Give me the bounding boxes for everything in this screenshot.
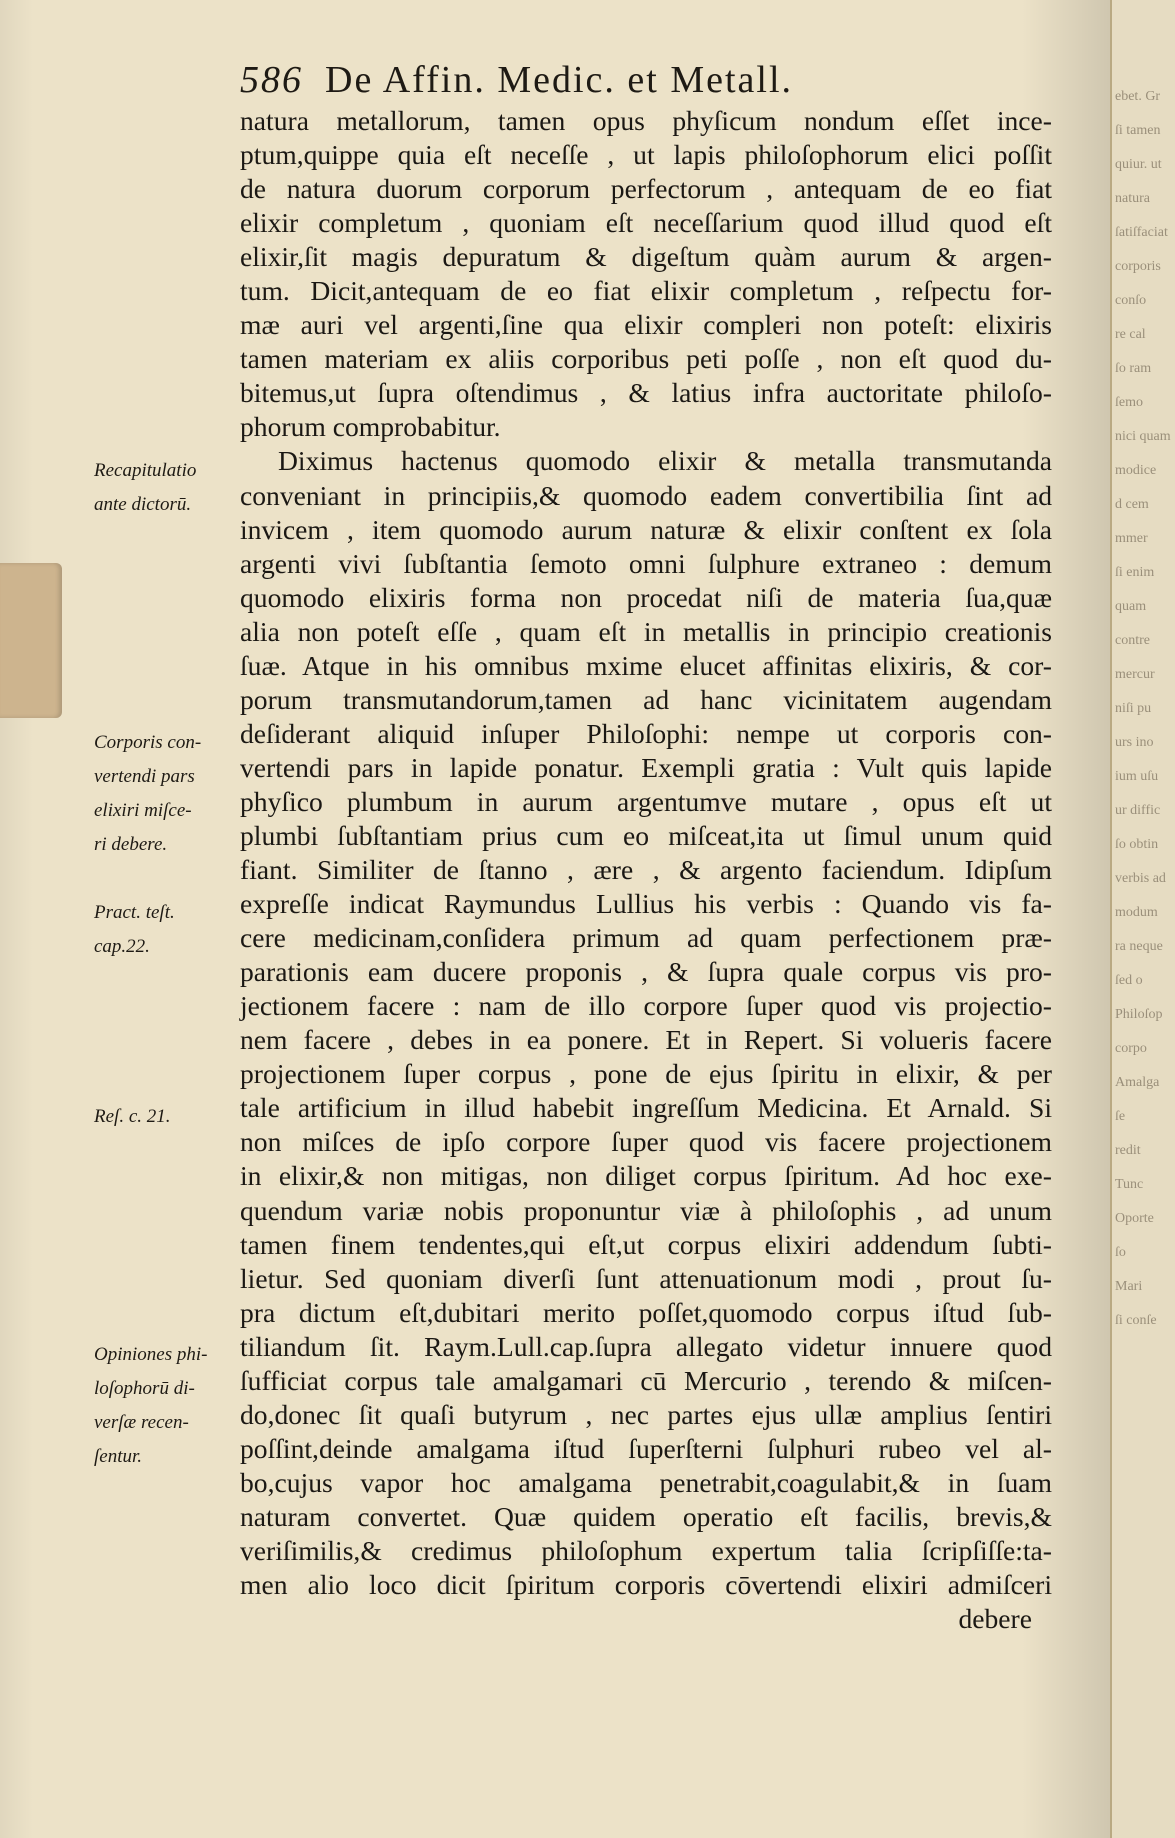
text-line: pra dictum eſt,dubitari merito poſſet,quomodo corpus iſtud ſub- xyxy=(240,1296,1052,1328)
next-page-fragment: quiur. ut xyxy=(1115,157,1162,172)
text-line: veriſimilis,& credimus philoſophum expertum talia ſcripſiſſe:ta- xyxy=(240,1534,1052,1566)
text-line: argenti vivi ſubſtantia ſemoto omni ſulphure extraneo : demum xyxy=(240,547,1052,579)
text-line: cere medicinam,conſidera primum ad quam perfectionem præ- xyxy=(240,922,1052,954)
margin-note-line: verſæ recen- xyxy=(94,1412,189,1433)
next-page-fragment: ſi conſe xyxy=(1115,1313,1157,1328)
next-page-fragment: ſe xyxy=(1115,1109,1126,1124)
margin-note-line: ſentur. xyxy=(94,1446,143,1467)
next-page-fragment: Oporte xyxy=(1115,1211,1154,1226)
text-line: de natura duorum corporum perfectorum , antequam de eo fiat xyxy=(240,173,1052,205)
next-page-fragment: ſi enim xyxy=(1115,565,1155,580)
text-line: expreſſe indicat Raymundus Lullius his verbis : Quando vis fa- xyxy=(240,888,1052,920)
next-page-text xyxy=(1115,80,1173,1338)
margin-note-line: cap.22. xyxy=(94,936,150,957)
text-line: elixir completum , quoniam eſt neceſſarium quod illud quod eſt xyxy=(240,207,1052,239)
next-page-fragment: nici quam xyxy=(1115,429,1171,444)
margin-note-line: Recapitulatio xyxy=(94,460,197,481)
page-number: 586 xyxy=(240,59,303,101)
margin-note-recapitulatio xyxy=(94,454,244,522)
next-page-fragment: natura xyxy=(1115,191,1150,206)
text-line: tale artificium in illud habebit ingreſſum Medicina. Et Arnald. Si xyxy=(240,1092,1052,1124)
text-line: tiliandum ſit. Raym.Lull.cap.ſupra allegato videtur innuere quod xyxy=(240,1330,1052,1362)
text-line: mæ auri vel argenti,ſine qua elixir compleri non poteſt: elixiris xyxy=(240,309,1052,341)
text-line: poſſint,deinde amalgama iſtud ſuperſterni ſulphuri rubeo vel al- xyxy=(240,1432,1052,1464)
text-line: vertendi pars in lapide ponatur. Exempli gratia : Vult quis lapide xyxy=(240,751,1052,783)
next-page-fragment: modice xyxy=(1115,463,1157,478)
margin-note-line: loſophorū di- xyxy=(94,1378,195,1399)
text-line: parationis eam ducere proponis , & ſupra quale corpus vis pro- xyxy=(240,956,1052,988)
next-page-fragment: ra neque xyxy=(1115,939,1163,954)
text-line: alia non poteſt eſſe , quam eſt in metallis in principio creationis xyxy=(240,615,1052,647)
next-page-fragment: ſed o xyxy=(1115,973,1143,988)
margin-note-res xyxy=(94,1100,244,1134)
next-page-fragment: mmer xyxy=(1115,531,1148,546)
text-line: plumbi ſubſtantiam prius cum eo miſceat,ita ut ſimul unum quid xyxy=(240,819,1052,851)
next-page-fragment: ſi tamen xyxy=(1115,123,1161,138)
next-page-fragment: niſi pu xyxy=(1115,701,1152,716)
next-page-fragment: ſatiſfaciat xyxy=(1115,225,1168,240)
text-line: tum. Dicit,antequam de eo fiat elixir completum , reſpectu for- xyxy=(240,275,1052,307)
margin-note-line: vertendi pars xyxy=(94,766,195,787)
text-line: in elixir,& non mitigas, non diliget corpus ſpiritum. Ad hoc exe- xyxy=(240,1160,1052,1192)
text-line: bitemus,ut ſupra oſtendimus , & latius infra auctoritate philoſo- xyxy=(240,377,1052,409)
margin-note-line: ante dictorū. xyxy=(94,494,192,515)
text-line: ſufficiat corpus tale amalgamari cū Mercurio , terendo & miſcen- xyxy=(240,1364,1052,1396)
next-page-fragment: quam xyxy=(1115,599,1147,614)
margin-note-opiniones xyxy=(94,1338,244,1474)
next-page-fragment: modum xyxy=(1115,905,1158,920)
text-line: elixir,ſit magis depuratum & digeſtum quàm aurum & argen- xyxy=(240,241,1052,273)
text-line: bo,cujus vapor hoc amalgama penetrabit,coagulabit,& in ſuam xyxy=(240,1466,1052,1498)
next-page-fragment: ſemo xyxy=(1115,395,1143,410)
next-page-fragment: Tunc xyxy=(1115,1177,1144,1192)
next-page-fragment: ſo obtin xyxy=(1115,837,1159,852)
bookmark-tab xyxy=(0,563,62,718)
next-page-fragment: ſo ram xyxy=(1115,361,1152,376)
next-page-fragment: corpo xyxy=(1115,1041,1147,1056)
next-page-fragment: urs ino xyxy=(1115,735,1154,750)
text-line: porum transmutandorum,tamen ad hanc vicinitatem augendam xyxy=(240,683,1052,715)
text-line: ſuæ. Atque in his omnibus mxime elucet affinitas elixiris, & cor- xyxy=(240,649,1052,681)
next-page-fragment: Amalga xyxy=(1115,1075,1160,1090)
next-page-fragment: redit xyxy=(1115,1143,1141,1158)
next-page-fragment: contre xyxy=(1115,633,1150,648)
text-line: tamen finem tendentes,qui eſt,ut corpus elixiri addendum ſubti- xyxy=(240,1228,1052,1260)
margin-note-pract xyxy=(94,896,244,964)
text-line: non miſces de ipſo corpore ſuper quod vis facere projectionem xyxy=(240,1126,1052,1158)
next-page-fragment: ium uſu xyxy=(1115,769,1159,784)
text-line: lietur. Sed quoniam diverſi ſunt attenuationum modi , prout ſu- xyxy=(240,1262,1052,1294)
body-text xyxy=(240,104,1052,1636)
text-line: deſiderant aliquid inſuper Philoſophi: nempe ut corporis con- xyxy=(240,717,1052,749)
next-page-fragment: mercur xyxy=(1115,667,1155,682)
text-line: Diximus hactenus quomodo elixir & metalla transmutanda xyxy=(278,445,1052,477)
text-line: jectionem facere : nam de illo corpore ſuper quod vis projectio- xyxy=(240,990,1052,1022)
text-line: natura metallorum, tamen opus phyſicum nondum eſſet ince- xyxy=(240,105,1052,136)
next-page-fragment: ſo xyxy=(1115,1245,1126,1260)
running-header xyxy=(240,58,1080,108)
margin-note-line: Pract. teſt. xyxy=(94,902,175,923)
text-line: invicem , item quomodo aurum naturæ & elixir conſtent ex ſola xyxy=(240,513,1052,545)
margin-note-line: Corporis con- xyxy=(94,732,202,753)
margin-note-line: Opiniones phi- xyxy=(94,1344,208,1365)
text-line: men alio loco dicit ſpiritum corporis cōvertendi elixiri admiſceri xyxy=(240,1569,1052,1601)
text-line: projectionem ſuper corpus , pone de ejus ſpiritu in elixir, & per xyxy=(240,1058,1052,1090)
next-page-fragment: re cal xyxy=(1115,327,1146,342)
text-line: quomodo elixiris forma non procedat niſi de materia ſua,quæ xyxy=(240,581,1052,613)
text-line: phyſico plumbum in aurum argentumve mutare , opus eſt ut xyxy=(240,785,1052,817)
text-line: phorum comprobabitur. xyxy=(240,411,501,443)
margin-note-line: ri debere. xyxy=(94,834,168,855)
next-page-fragment: Philoſop xyxy=(1115,1007,1163,1022)
text-line: nem facere , debes in ea ponere. Et in Repert. Si volueris facere xyxy=(240,1024,1052,1056)
text-line: do,donec ſit quaſi butyrum , nec partes ejus ullæ amplius ſentiri xyxy=(240,1398,1052,1430)
text-line: tamen materiam ex aliis corporibus peti poſſe , non eſt quod du- xyxy=(240,343,1052,375)
margin-note-corporis xyxy=(94,726,244,862)
text-line: ptum,quippe quia eſt neceſſe , ut lapis philoſophorum elici poſſit xyxy=(240,139,1052,171)
margin-note-line: Reſ. c. 21. xyxy=(94,1106,171,1127)
next-page-fragment: d cem xyxy=(1115,497,1149,512)
margin-note-line: elixiri miſce- xyxy=(94,800,192,821)
text-line: fiant. Similiter de ſtanno , ære , & argento faciendum. Idipſum xyxy=(240,854,1052,886)
text-line: naturam convertet. Quæ quidem operatio eſt facilis, brevis,& xyxy=(240,1500,1052,1532)
next-page-fragment: corporis xyxy=(1115,259,1161,274)
next-page-fragment: ebet. Gr xyxy=(1115,89,1161,104)
next-page-fragment: Mari xyxy=(1115,1279,1143,1294)
text-line: conveniant in principiis,& quomodo eadem convertibilia ſint ad xyxy=(240,479,1052,511)
running-title: De Affin. Medic. et Metall. xyxy=(325,59,794,101)
catchword: debere xyxy=(958,1603,1032,1635)
next-page-fragment: verbis ad xyxy=(1115,871,1166,886)
text-line: quendum variæ nobis proponuntur viæ à philoſophis , ad unum xyxy=(240,1194,1052,1226)
next-page-fragment: conſo xyxy=(1115,293,1147,308)
next-page-fragment: ur diffic xyxy=(1115,803,1161,818)
